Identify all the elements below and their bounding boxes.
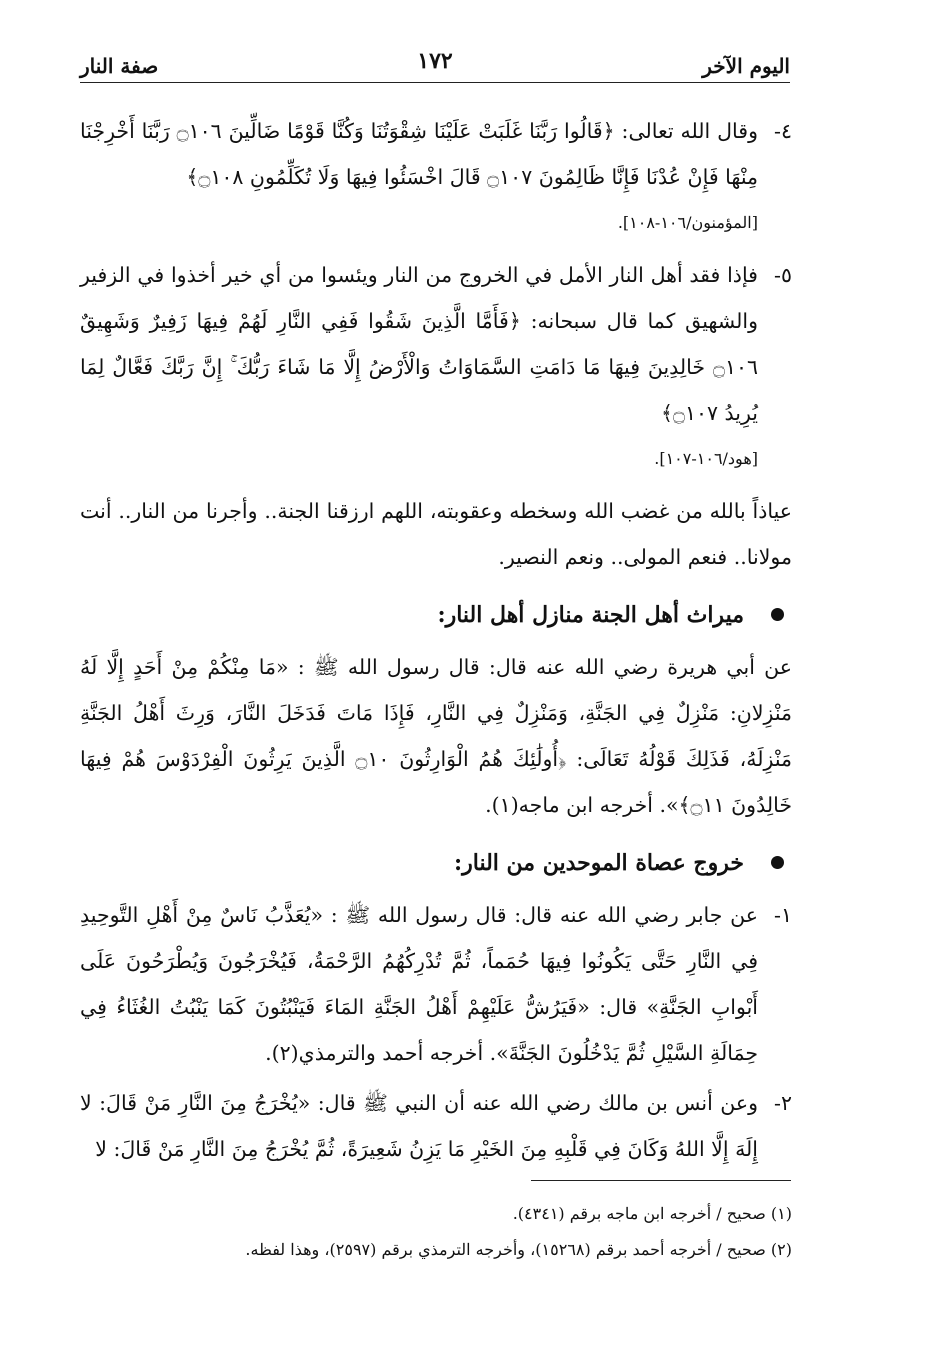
- item-text: عن جابر رضي الله عنه قال: قال رسول الله ﷺ : «يُعَذَّبُ نَاسٌ مِنْ أَهْلِ التَّوحِيدِ فِي النَّارِ حَتَّى يَكُونُوا فِيهَا حُمَماً، ثُمَّ تُدْرِكُهُمُ الرَّحْمَةُ، فَيُخْرَجُونَ وَيُطْرَحُونَ عَلَى أَبْوابِ الجَنَّةِ» قال: «فَيَرُشُّ عَلَيْهِمْ أَهْلُ الجَنَّةِ المَاءَ فَيَنْبُتُونَ كَمَا يَنْبُتُ الغُثَاءُ فِي حِمَالَةِ السَّيْلِ ثُمَّ يَدْخُلُونَ الجَنَّةَ». أخرجه أحمد والترمذي(٢).: [80, 903, 758, 1065]
- heading-text: ميراث أهل الجنة منازل أهل النار:: [437, 602, 744, 628]
- page-body: [80, 108, 792, 1176]
- page-header: [80, 44, 790, 83]
- section-heading-inheritance: [80, 590, 792, 640]
- quran-reference: [المؤمنون/١٠٦-١٠٨].: [617, 213, 758, 232]
- section-heading-exit: [80, 838, 792, 888]
- heading-text: خروج عصاة الموحدين من النار:: [454, 850, 744, 876]
- closing-paragraph: عياذاً بالله من غضب الله وسخطه وعقوبته، اللهم ارزقنا الجنة.. وأجرنا من النار.. أنت مولانا.. فنعم المولى.. ونعم النصير.: [80, 499, 792, 569]
- numbered-item-2: [80, 1080, 792, 1172]
- chapter-title: صفة النار: [80, 54, 159, 78]
- footnote-1: (١) صحيح / أخرجه ابن ماجه برقم (٤٣٤١).: [512, 1204, 792, 1223]
- numbered-item-1: [80, 892, 792, 1076]
- page-number: ١٧٢: [417, 48, 453, 74]
- section-inheritance-text: عن أبي هريرة رضي الله عنه قال: قال رسول الله ﷺ : «مَا مِنْكُمْ مِنْ أَحَدٍ إِلَّا لَهُ مَنْزِلانِ: مَنْزِلٌ فِي الجَنَّةِ، وَمَنْزِلٌ فِي النَّارِ، فَإِذَا مَاتَ فَدَخَلَ النَّارَ، وَرِثَ أَهْلُ الجَنَّةِ مَنْزِلَهُ، فَذَلِكَ قَوْلُهُ تَعَالَى: ﴿أُولَٰئِكَ هُمُ الْوَارِثُونَ ۝١٠ الَّذِينَ يَرِثُونَ الْفِرْدَوْسَ هُمْ فِيهَا خَالِدُونَ ۝١١﴾». أخرجه ابن ماجه(١).: [80, 655, 792, 817]
- bullet-icon: [771, 608, 784, 621]
- item-text: فإذا فقد أهل النار الأمل في الخروج من النار ويئسوا من أي خير أخذوا في الزفير والشهيق كما قال سبحانه: ﴿فَأَمَّا الَّذِينَ شَقُوا فَفِي النَّارِ لَهُمْ فِيهَا زَفِيرٌ وَشَهِيقٌ ۝١٠٦ خَالِدِينَ فِيهَا مَا دَامَتِ السَّمَاوَاتُ وَالْأَرْضُ إِلَّا مَا شَاءَ رَبُّكَ ۚ إِنَّ رَبَّكَ فَعَّالٌ لِمَا يُرِيدُ ۝١٠٧﴾: [80, 263, 758, 425]
- quran-reference: [هود/١٠٦-١٠٧].: [654, 449, 758, 468]
- footnote-separator: [531, 1180, 791, 1181]
- bullet-icon: [771, 856, 784, 869]
- item-number: ٢-: [774, 1091, 792, 1115]
- item-number: ٤-: [774, 119, 792, 143]
- numbered-item-5: [80, 252, 792, 482]
- book-title: اليوم الآخر: [702, 54, 790, 78]
- item-number: ١-: [774, 903, 792, 927]
- footnotes: [80, 1196, 792, 1268]
- item-text: وعن أنس بن مالك رضي الله عنه أن النبي ﷺ قال: «يُخْرَجُ مِنَ النَّارِ مَنْ قَالَ: لا إِلَهَ إِلَّا اللهُ وَكَانَ فِي قَلْبِهِ مِنَ الخَيْرِ مَا يَزِنُ شَعِيرَةً، ثُمَّ يُخْرَجُ مِنَ النَّارِ مَنْ قَالَ: لا: [80, 1091, 758, 1161]
- footnote-2: (٢) صحيح / أخرجه أحمد برقم (١٥٢٦٨)، وأخرجه الترمذي برقم (٢٥٩٧)، وهذا لفظه.: [245, 1240, 792, 1259]
- item-number: ٥-: [774, 263, 792, 287]
- numbered-item-4: [80, 108, 792, 246]
- item-text: وقال الله تعالى: ﴿قَالُوا رَبَّنَا غَلَبَتْ عَلَيْنَا شِقْوَتُنَا وَكُنَّا قَوْمًا ضَالِّينَ ۝١٠٦ رَبَّنَا أَخْرِجْنَا مِنْهَا فَإِنْ عُدْنَا فَإِنَّا ظَالِمُونَ ۝١٠٧ قَالَ اخْسَئُوا فِيهَا وَلَا تُكَلِّمُونِ ۝١٠٨﴾: [80, 119, 758, 189]
